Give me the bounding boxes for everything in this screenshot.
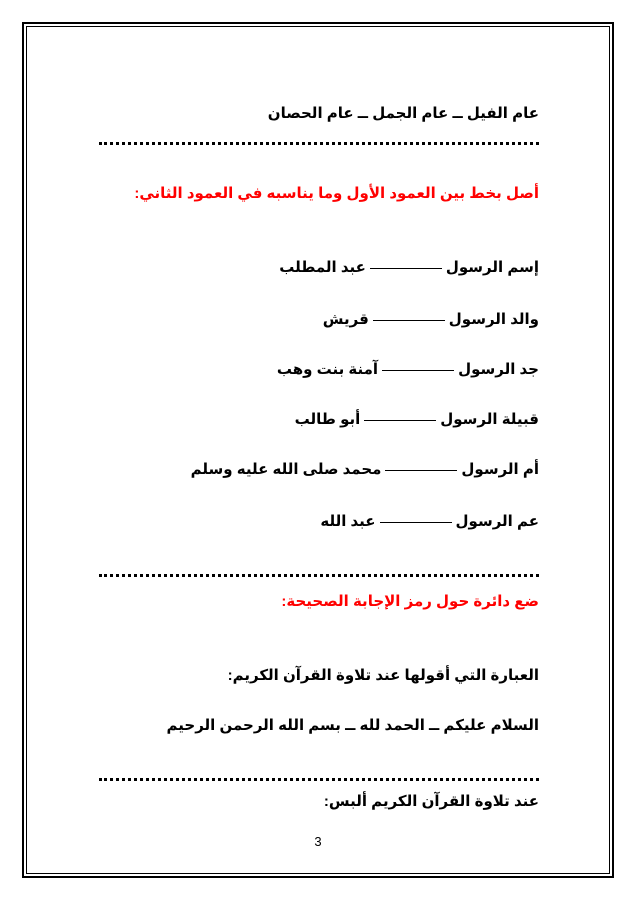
- match-right: آمنة بنت وهب: [276, 361, 379, 378]
- match-left: إسم الرسول: [445, 259, 539, 276]
- match-line: [382, 370, 454, 371]
- dotted-separator: [99, 568, 539, 577]
- dotted-separator: [99, 772, 539, 781]
- match-left: أم الرسول: [461, 461, 539, 478]
- match-row: [279, 258, 539, 276]
- match-line: [370, 268, 442, 269]
- match-left: عم الرسول: [455, 513, 539, 530]
- match-row: [277, 360, 539, 378]
- match-line: [364, 420, 436, 421]
- match-row: [323, 310, 539, 328]
- dotted-separator: [99, 136, 539, 145]
- match-row: [191, 460, 539, 478]
- match-left: قبيلة الرسول: [440, 411, 539, 428]
- match-right: أبو طالب: [294, 411, 361, 428]
- circle-options: السلام عليكم ــ الحمد لله ــ بسم الله الرحمن الرحيم: [166, 717, 539, 734]
- circle-question: العبارة التي أقولها عند تلاوة القرآن الكريم:: [227, 667, 539, 684]
- year-options: عام الفيل ــ عام الجمل ــ عام الحصان: [267, 105, 539, 122]
- match-row: [320, 512, 539, 530]
- matching-instruction: أصل بخط بين العمود الأول وما يناسبه في العمود الثاني:: [134, 185, 539, 202]
- match-left: جد الرسول: [458, 361, 539, 378]
- match-right: محمد صلى الله عليه وسلم: [190, 461, 382, 478]
- match-right: عبد المطلب: [279, 259, 366, 276]
- match-line: [373, 320, 445, 321]
- match-right: عبد الله: [320, 513, 376, 530]
- match-line: [385, 470, 457, 471]
- match-right: قريش: [322, 311, 369, 328]
- page-border-inner: [26, 26, 610, 874]
- match-row: [295, 410, 539, 428]
- match-line: [380, 522, 452, 523]
- next-question: عند تلاوة القرآن الكريم ألبس:: [323, 793, 539, 810]
- page-number: 3: [314, 834, 322, 849]
- circle-instruction: ضع دائرة حول رمز الإجابة الصحيحة:: [281, 593, 539, 610]
- match-left: والد الرسول: [448, 311, 539, 328]
